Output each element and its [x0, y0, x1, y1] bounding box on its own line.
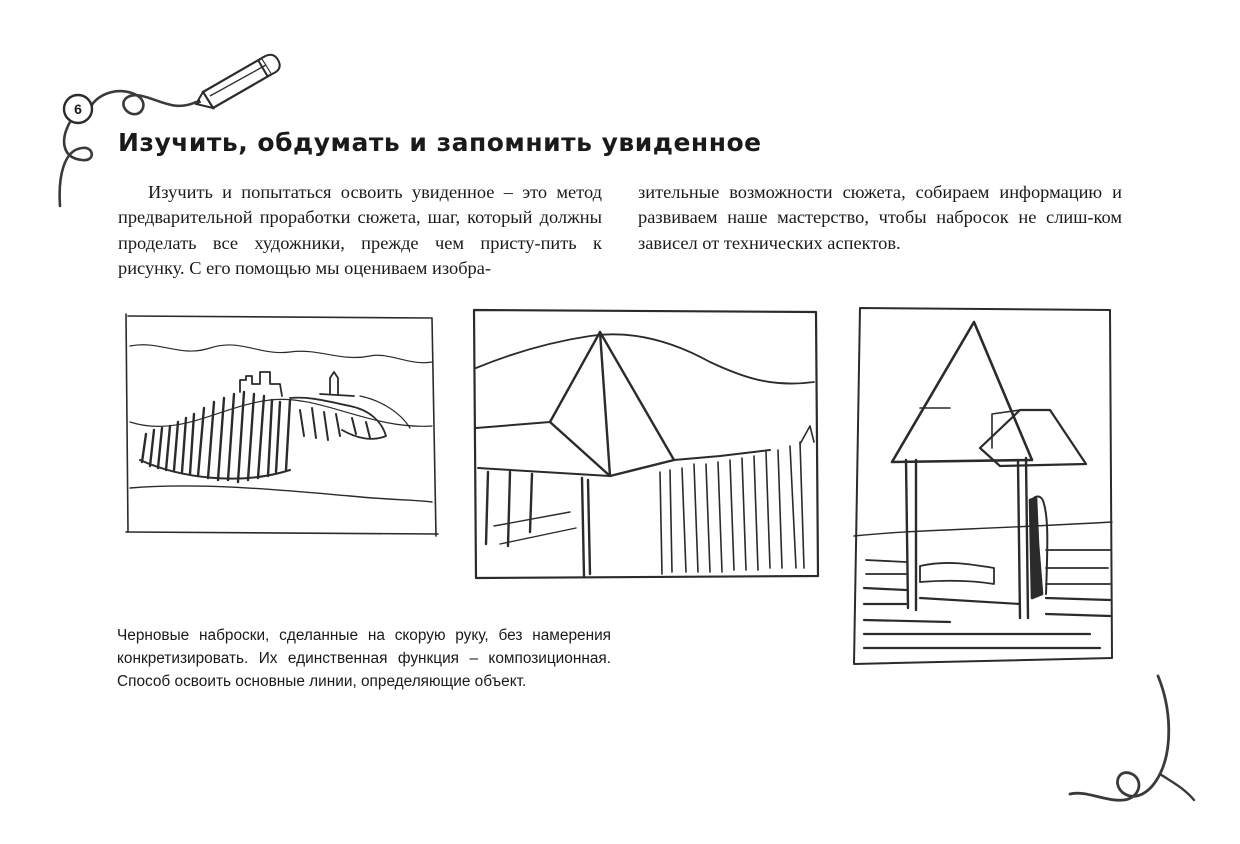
- page-number: 6: [74, 101, 82, 117]
- sketch-village-house: [470, 296, 830, 581]
- figure-caption: Черновые наброски, сделанные на скорую руку, без намерения конкретизировать. Их единственная функция – композиционная. Способ освоить основные линии, определяющие объект.: [117, 627, 611, 690]
- sketch-landscape-castle: [120, 310, 450, 540]
- body-text-right-column: зительные возможности сюжета, собираем информацию и развиваем наше мастерство, чтобы набросок не слиш-ком зависел от технических аспектов.: [638, 182, 1122, 253]
- flourish-ornament: [1060, 670, 1200, 840]
- page-title: Изучить, обдумать и запомнить увиденное: [118, 128, 762, 157]
- body-text-left-column: Изучить и попытаться освоить увиденное – это метод предварительной проработки сюжета, шаг, который должны проделать все художники, прежде чем присту-пить к рисунку. С его помощью мы оцениваем изобра-: [118, 182, 602, 278]
- pencil-icon: [196, 55, 280, 108]
- sketch-chapel-figure: [850, 298, 1115, 668]
